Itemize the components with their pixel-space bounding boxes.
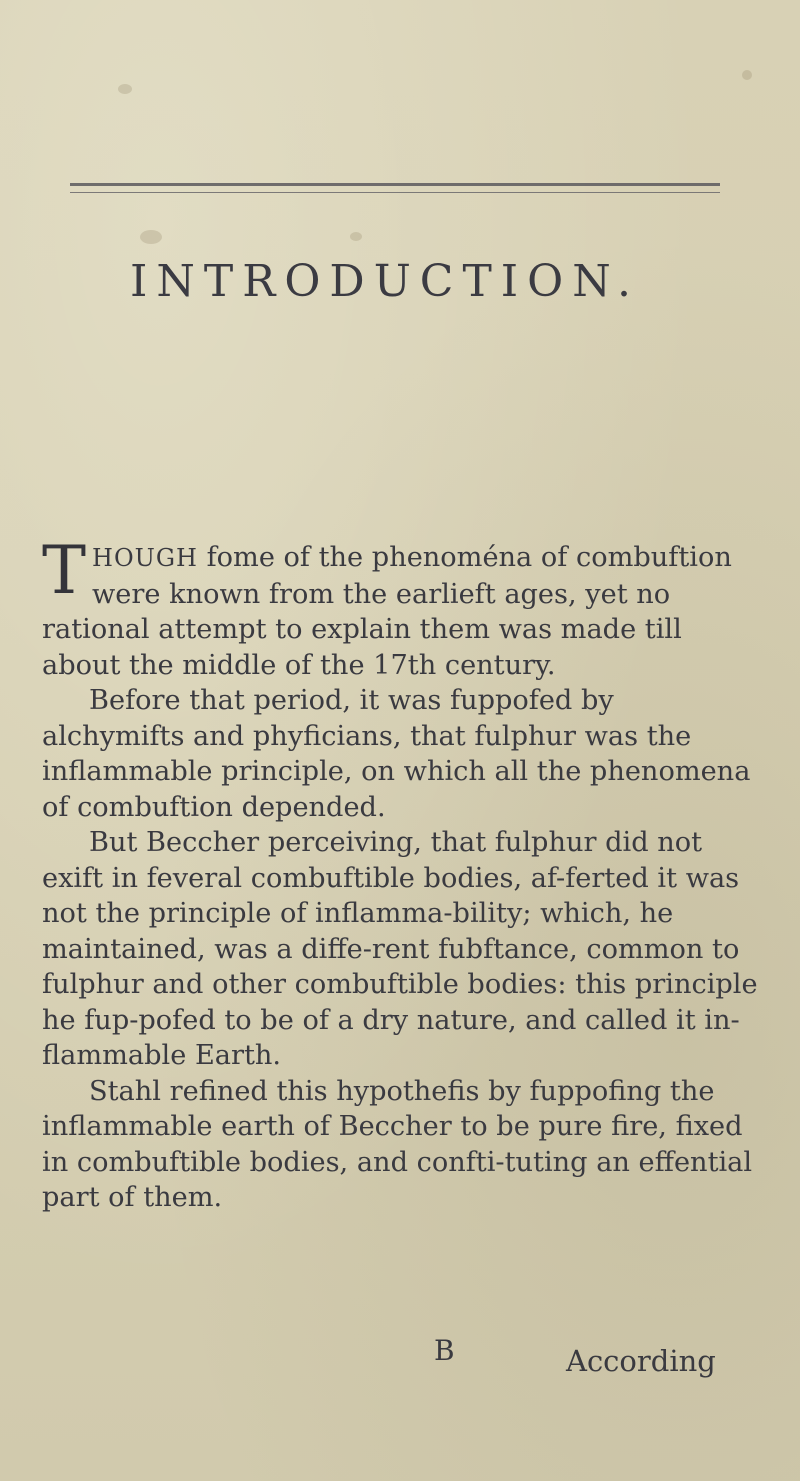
- body-text: [42, 532, 762, 1216]
- paragraph-1: [42, 532, 762, 683]
- signature-mark: B: [434, 1334, 455, 1367]
- catchword: According: [566, 1344, 716, 1378]
- opening-word: HOUGH: [92, 544, 198, 572]
- paragraph-3: But Beccher perceiving, that fulphur did not exift in feveral combuftible bodies, af-ferted it was not the principle of inflamma-bility; which, he maintained, was a diffe-rent fubftance, common to fulphur and other combuftible bodies: this principle he fup-pofed to be of a dry nature, and called it in-flammable Earth.: [42, 827, 758, 1071]
- header-rule: [70, 183, 720, 193]
- section-heading: INTRODUCTION.: [130, 256, 640, 307]
- foxing-spot: [118, 84, 132, 94]
- drop-cap: T: [42, 532, 87, 609]
- paragraph-1-text: fome of the phenoména of combuftion were known from the earlieft ages, yet no rational attempt to explain them was made till about the middle of the 17th century.: [42, 542, 732, 681]
- paragraph-4: Stahl refined this hypothefis by fuppofing the inflammable earth of Beccher to be pure fire, fixed in combuftible bodies, and confti-tuting an effential part of them.: [42, 1075, 753, 1213]
- foxing-spot: [350, 232, 362, 241]
- foxing-spot: [742, 70, 752, 80]
- foxing-spot: [140, 230, 162, 244]
- paragraph-2: Before that period, it was fuppofed by alchymifts and phyficians, that fulphur was the inflammable principle, on which all the phenomena of combuftion depended.: [42, 685, 751, 823]
